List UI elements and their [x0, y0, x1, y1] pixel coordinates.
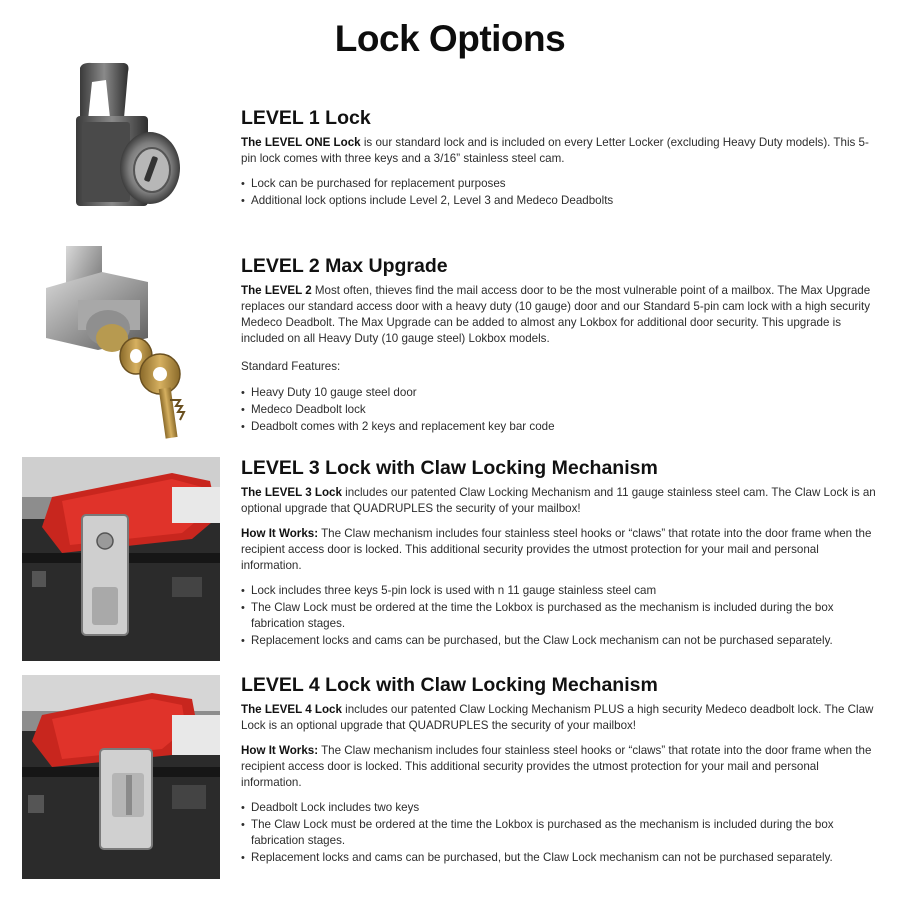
bullet-list	[241, 800, 881, 866]
list-item: • Deadbolt Lock includes two keys	[241, 800, 881, 816]
level3-claw-photo	[22, 457, 220, 661]
section-intro	[241, 485, 881, 517]
how-text: The Claw mechanism includes four stainless steel hooks or “claws” that rotate into the door frame when the recipient access door is locked. This additional security provides the utmost protection for your mail and personal information.	[241, 527, 872, 572]
features-label: Standard Features:	[241, 360, 341, 373]
intro-text: includes our patented Claw Locking Mechanism and 11 gauge stainless steel cam. The Claw Lock is an optional upgrade that QUADRUPLES the security of your mailbox!	[241, 486, 876, 515]
how-it-works	[241, 526, 881, 574]
list-item: • Deadbolt comes with 2 keys and replacement key bar code	[241, 419, 881, 435]
list-item: • The Claw Lock must be ordered at the time the Lokbox is purchased as the mechanism is included during the box fabrication stages.	[241, 600, 881, 632]
intro-text: includes our patented Claw Locking Mechanism PLUS a high security Medeco deadbolt lock. The Claw Lock is an optional upgrade that QUADRUPLES the security of your mailbox!	[241, 703, 874, 732]
list-item: • The Claw Lock must be ordered at the time the Lokbox is purchased as the mechanism is included during the box fabrication stages.	[241, 817, 881, 849]
bullet-list	[241, 583, 881, 649]
bullet-list	[241, 385, 881, 435]
intro-text: Most often, thieves find the mail access door to be the most vulnerable point of a mailbox. The Max Upgrade replaces our standard access door with a heavy duty (10 gauge) door and our Standard 5-pin cam lock with a high security Medeco Deadbolt. The Max Upgrade can be added to almost any Lokbox for additional door security. This upgrade is included on all Heavy Duty (10 gauge steel) Lokbox models.	[241, 284, 871, 345]
level1-lock-photo	[62, 60, 192, 220]
intro-bold: The LEVEL 4 Lock	[241, 703, 342, 716]
section-title: LEVEL 4 Lock with Claw Locking Mechanism	[241, 674, 658, 696]
intro-bold: The LEVEL 2	[241, 284, 312, 297]
level2-deadbolt-photo	[38, 242, 208, 442]
section-intro	[241, 702, 881, 734]
intro-bold: The LEVEL 3 Lock	[241, 486, 342, 499]
how-text: The Claw mechanism includes four stainless steel hooks or “claws” that rotate into the door frame when the recipient access door is locked. This additional security provides the utmost protection for your mail and personal information.	[241, 744, 872, 789]
section-title: LEVEL 2 Max Upgrade	[241, 255, 448, 277]
section-title: LEVEL 3 Lock with Claw Locking Mechanism	[241, 457, 658, 479]
how-label: How It Works:	[241, 744, 319, 757]
intro-bold: The LEVEL ONE Lock	[241, 136, 361, 149]
level4-section	[241, 674, 881, 867]
how-it-works	[241, 743, 881, 791]
section-title: LEVEL 1 Lock	[241, 107, 371, 129]
list-item: • Medeco Deadbolt lock	[241, 402, 881, 418]
page-title: Lock Options	[334, 18, 566, 59]
intro-text: is our standard lock and is included on every Letter Locker (excluding Heavy Duty models). This 5-pin lock comes with three keys and a 3/16” stainless steel cam.	[241, 136, 869, 165]
bullet-list	[241, 176, 881, 209]
level1-section	[241, 107, 881, 210]
list-item: • Lock includes three keys 5-pin lock is used with n 11 gauge stainless steel cam	[241, 583, 881, 599]
level3-section	[241, 457, 881, 650]
list-item: • Replacement locks and cams can be purchased, but the Claw Lock mechanism can not be purchased separately.	[241, 633, 881, 649]
list-item: • Additional lock options include Level 2, Level 3 and Medeco Deadbolts	[241, 193, 881, 209]
section-intro	[241, 283, 881, 347]
level2-section	[241, 255, 881, 436]
section-intro	[241, 135, 881, 167]
list-item: • Heavy Duty 10 gauge steel door	[241, 385, 881, 401]
list-item: • Replacement locks and cams can be purchased, but the Claw Lock mechanism can not be purchased separately.	[241, 850, 881, 866]
list-item: • Lock can be purchased for replacement purposes	[241, 176, 881, 192]
how-label: How It Works:	[241, 527, 319, 540]
level4-claw-deadbolt-photo	[22, 675, 220, 879]
